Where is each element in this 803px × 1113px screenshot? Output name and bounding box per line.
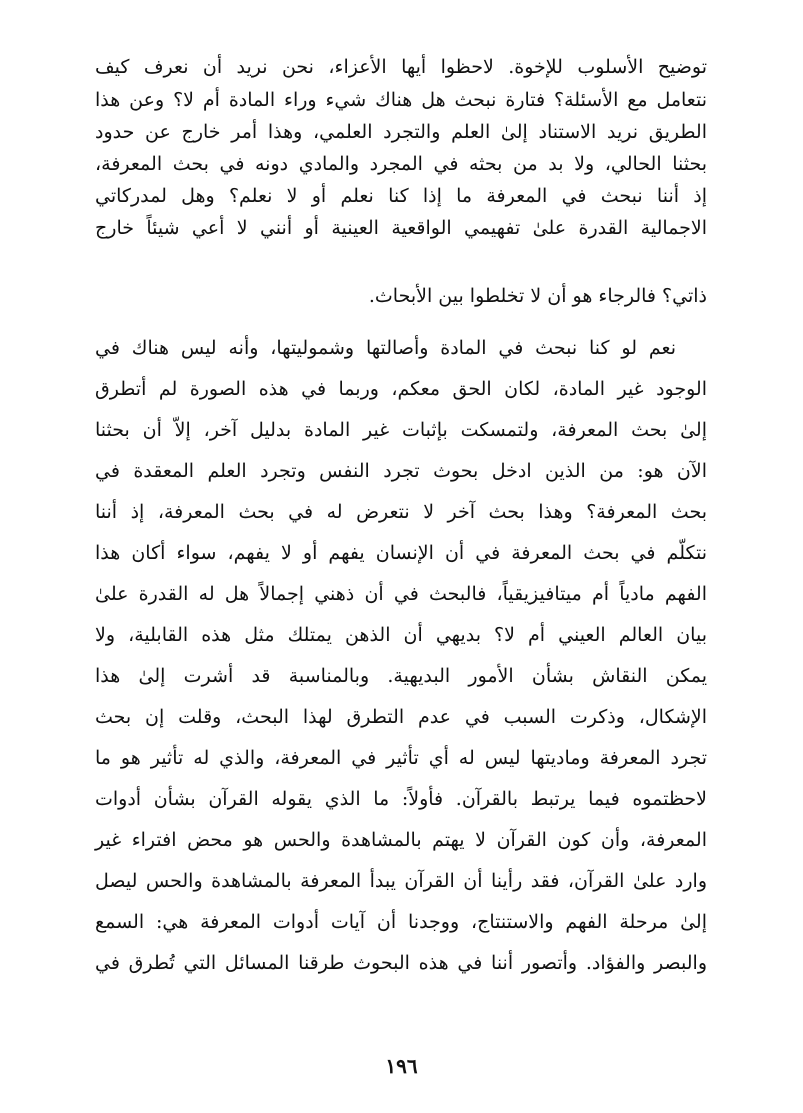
text-line: يمكن النقاش بشأن الأمور البديهية. وبالمناسبة قد أشرت إلىٰ هذا [95, 665, 707, 687]
text-line: بيان العالم العيني أم لا؟ بديهي أن الذهن يمتلك مثل هذه القابلية، ولا [95, 624, 707, 646]
text-line: المعرفة، وأن كون القرآن لا يهتم بالمشاهدة والحس هو محض افتراء غير [95, 829, 707, 851]
text-line: ذاتي؟ فالرجاء هو أن لا تخلطوا بين الأبحاث. [368, 285, 707, 307]
text-line: تجرد المعرفة وماديتها ليس له أي تأثير في المعرفة، والذي له تأثير هو ما [95, 747, 707, 769]
text-line: الآن هو: من الذين ادخل بحوث تجرد النفس وتجرد العلم المعقدة في [95, 460, 707, 482]
text-line: توضيح الأسلوب للإخوة. لاحظوا أيها الأعزاء، نحن نريد أن نعرف كيف [95, 56, 707, 78]
text-line: الطريق نريد الاستناد إلىٰ العلم والتجرد العلمي، وهذا أمر خارج عن حدود [95, 121, 707, 143]
text-line: الإشكال، وذكرت السبب في عدم التطرق لهذا البحث، وقلت إن بحث [95, 706, 707, 728]
text-line: والبصر والفؤاد. وأتصور أننا في هذه البحوث طرقنا المسائل التي تُطرق في [95, 952, 707, 974]
text-line: بحث المعرفة؟ وهذا بحث آخر لا نتعرض له في بحث المعرفة، إذ أننا [95, 501, 707, 523]
text-line: الاجمالية القدرة علىٰ تفهيمي الواقعية العينية أو أنني لا أعي شيئاً خارج [95, 217, 707, 239]
text-line: إذ أننا نبحث في المعرفة ما إذا كنا نعلم أو لا نعلم؟ وهل لمدركاتي [95, 185, 707, 207]
text-line: نتعامل مع الأسئلة؟ فتارة نبحث هل هناك شيء وراء المادة أم لا؟ وعن هذا [95, 89, 707, 111]
text-line: الفهم مادياً أم ميتافيزيقياً، فالبحث في أن ذهني إجمالاً هل له القدرة علىٰ [95, 583, 707, 605]
page-number: ١٩٦ [385, 1054, 418, 1078]
text-line: لاحظتموه فيما يرتبط بالقرآن. فأولاً: ما الذي يقوله القرآن بشأن أدوات [95, 788, 707, 810]
text-line: إلىٰ مرحلة الفهم والاستنتاج، ووجدنا أن آيات أدوات المعرفة هي: السمع [95, 911, 707, 933]
text-line: الوجود غير المادة، لكان الحق معكم، وربما في هذه الصورة لم أتطرق [95, 378, 707, 400]
text-line: نعم لو كنا نبحث في المادة وأصالتها وشموليتها، وأنه ليس هناك في [95, 337, 676, 359]
text-line: نتكلّم في بحث المعرفة في أن الإنسان يفهم أو لا يفهم، سواء أكان هذا [95, 542, 707, 564]
text-line: إلىٰ بحث المعرفة، ولتمسكت بإثبات غير المادة بدليل آخر، إلاّ أن بحثنا [95, 419, 707, 441]
text-line: وارد علىٰ القرآن، فقد رأينا أن القرآن يبدأ المعرفة بالمشاهدة والحس ليصل [95, 870, 707, 892]
text-line: بحثنا الحالي، ولا بد من بحثه في المجرد والمادي دونه في بحث المعرفة، [95, 153, 707, 175]
